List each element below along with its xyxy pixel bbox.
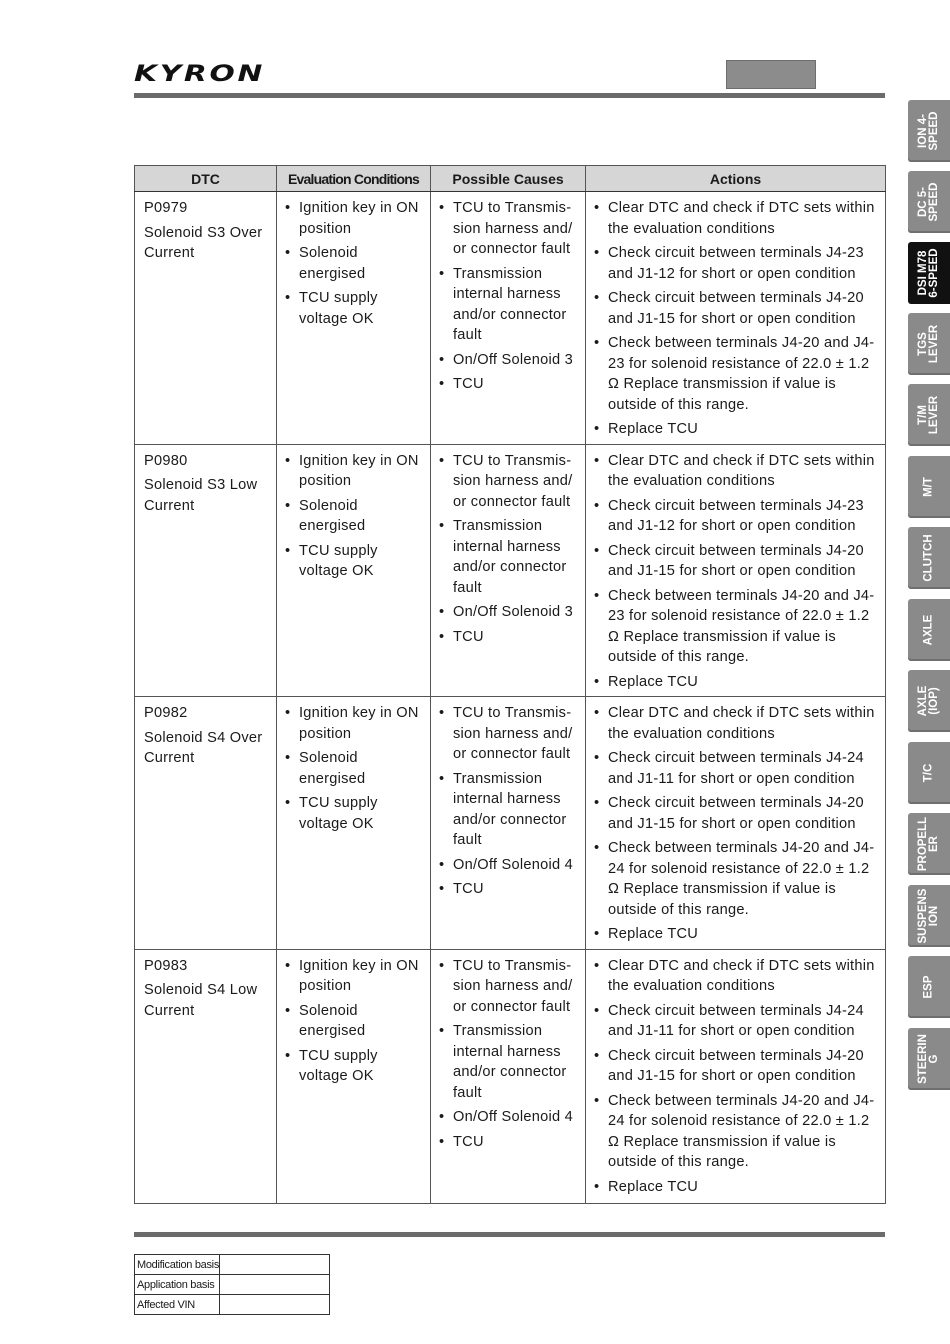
chapter-tab-label: T/C [922,763,935,783]
causes-cell [431,192,586,445]
table-row [135,444,886,697]
dtc-cell [135,192,277,445]
possible-cause: • TCU to Transmis- sion harness and/ or connector fault [439,956,577,1018]
chapter-tab[interactable] [908,813,950,875]
chapter-tab-label: T/M LEVER [917,395,940,435]
evaluation-condition: • Solenoid energised [285,1001,422,1042]
dtc-cell [135,949,277,1203]
possible-cause: • TCU to Transmis- sion harness and/ or connector fault [439,451,577,513]
modification-row [135,1255,330,1275]
evaluation-condition: • Solenoid energised [285,243,422,284]
chapter-tab[interactable] [908,100,950,162]
action-step: • Clear DTC and check if DTC sets within the evaluation conditions [594,956,877,997]
table-row [135,192,886,445]
possible-cause: • TCU to Transmis- sion harness and/ or connector fault [439,703,577,765]
action-step: • Check between terminals J4-20 and J4-24 for solenoid resistance of 22.0 ± 1.2 Ω Replace transmission if value is outside of this range. [594,1091,877,1173]
dtc-cell [135,697,277,950]
dtc-table [134,165,886,1204]
header-rule [134,93,885,98]
actions-list [594,198,877,440]
action-step: • Clear DTC and check if DTC sets within the evaluation conditions [594,198,877,239]
chapter-tab[interactable] [908,171,950,233]
evaluation-condition: • Ignition key in ON position [285,703,422,744]
evaluation-condition: • Ignition key in ON position [285,198,422,239]
kyron-logo: KYRON [134,62,266,87]
conditions-cell [277,697,431,950]
dtc-description: Solenoid S4 Low Current [144,982,258,1019]
table-header-row [135,166,886,192]
evaluation-condition: • TCU supply voltage OK [285,1046,422,1087]
conditions-list [285,198,422,329]
action-step: • Replace TCU [594,1177,877,1198]
conditions-list [285,451,422,582]
action-step: • Clear DTC and check if DTC sets within the evaluation conditions [594,703,877,744]
actions-cell [586,444,886,697]
affected-vin-value [220,1295,330,1315]
causes-list [439,198,577,395]
dtc-description: Solenoid S4 Over Current [144,729,263,766]
chapter-tab-label: TGS LEVER [917,324,940,364]
chapter-tab[interactable] [908,670,950,732]
evaluation-condition: • Ignition key in ON position [285,956,422,997]
chapter-tab[interactable] [908,885,950,947]
actions-list [594,451,877,693]
header-gray-box [726,60,816,89]
action-step: • Check between terminals J4-20 and J4-23 for solenoid resistance of 22.0 ± 1.2 Ω Replace transmission if value is outside of this range. [594,586,877,668]
revision-info-table [134,1254,330,1315]
vin-row [135,1295,330,1315]
action-step: • Check between terminals J4-20 and J4-24 for solenoid resistance of 22.0 ± 1.2 Ω Replace transmission if value is outside of this range. [594,838,877,920]
chapter-tab[interactable] [908,242,950,304]
actions-list [594,703,877,945]
dtc-code: P0979 [144,200,188,216]
table-row [135,697,886,950]
action-step: • Replace TCU [594,672,877,693]
action-step: • Check between terminals J4-20 and J4-23 for solenoid resistance of 22.0 ± 1.2 Ω Replace transmission if value is outside of this range. [594,333,877,415]
evaluation-condition: • TCU supply voltage OK [285,541,422,582]
possible-cause: • On/Off Solenoid 4 [439,855,577,876]
evaluation-condition: • Solenoid energised [285,748,422,789]
chapter-tab-label: STEERIN G [917,1034,940,1084]
possible-cause: • TCU [439,374,577,395]
possible-cause: • TCU [439,1132,577,1153]
actions-cell [586,949,886,1203]
possible-cause: • Transmission internal harness and/or connector fault [439,1021,577,1103]
application-basis-value [220,1275,330,1295]
chapter-tab-label: PROPELL ER [917,816,940,872]
chapter-tab-label: ION 4- SPEED [917,111,940,151]
chapter-tab-label: AXLE (IOP) [917,685,940,717]
causes-cell [431,949,586,1203]
conditions-list [285,703,422,834]
chapter-tab-label: DC 5- SPEED [917,182,940,222]
chapter-tab[interactable] [908,384,950,446]
dtc-code: P0980 [144,452,188,469]
evaluation-condition: • Ignition key in ON position [285,451,422,492]
action-step: • Check circuit between terminals J4-24 and J1-11 for short or open condition [594,1001,877,1042]
action-step: • Check circuit between terminals J4-20 and J1-15 for short or open condition [594,288,877,329]
footer-rule [134,1232,885,1237]
action-step: • Check circuit between terminals J4-23 and J1-12 for short or open condition [594,243,877,284]
table-row [135,949,886,1203]
chapter-tab-label: ESP [922,975,935,999]
possible-cause: • TCU to Transmis- sion harness and/ or connector fault [439,198,577,260]
action-step: • Check circuit between terminals J4-20 and J1-15 for short or open condition [594,541,877,582]
action-step: • Replace TCU [594,419,877,440]
dtc-code: P0983 [144,957,188,974]
dtc-description: Solenoid S3 Over Current [144,224,263,261]
chapter-tab[interactable] [908,956,950,1018]
affected-vin-label: Affected VIN [135,1295,220,1315]
header-actions: Actions [586,166,886,192]
actions-cell [586,697,886,950]
application-basis-label: Application basis [135,1275,220,1295]
possible-cause: • TCU [439,627,577,648]
chapter-tab[interactable] [908,313,950,375]
possible-cause: • Transmission internal harness and/or connector fault [439,264,577,346]
causes-list [439,451,577,648]
action-step: • Check circuit between terminals J4-20 and J1-15 for short or open condition [594,1046,877,1087]
chapter-tab[interactable] [908,1028,950,1090]
chapter-tab[interactable] [908,742,950,804]
chapter-tab[interactable] [908,456,950,518]
chapter-tab-label: M/T [922,477,935,497]
action-step: • Check circuit between terminals J4-20 and J1-15 for short or open condition [594,793,877,834]
causes-list [439,703,577,900]
action-step: • Check circuit between terminals J4-24 and J1-11 for short or open condition [594,748,877,789]
action-step: • Replace TCU [594,924,877,945]
chapter-tab-label: CLUTCH [922,534,935,582]
possible-cause: • Transmission internal harness and/or connector fault [439,769,577,851]
header-possible-causes: Possible Causes [431,166,586,192]
conditions-cell [277,949,431,1203]
header-dtc: DTC [135,166,277,192]
modification-basis-value [220,1255,330,1275]
possible-cause: • On/Off Solenoid 3 [439,602,577,623]
header-evaluation-conditions: Evaluation Conditions [277,166,431,192]
causes-cell [431,697,586,950]
actions-list [594,956,877,1198]
dtc-description: Solenoid S3 Low Current [144,477,258,514]
evaluation-condition: • TCU supply voltage OK [285,288,422,329]
action-step: • Clear DTC and check if DTC sets within the evaluation conditions [594,451,877,492]
actions-cell [586,192,886,445]
dtc-cell [135,444,277,697]
evaluation-condition: • TCU supply voltage OK [285,793,422,834]
possible-cause: • On/Off Solenoid 4 [439,1107,577,1128]
dtc-code: P0982 [144,705,188,721]
action-step: • Check circuit between terminals J4-23 and J1-12 for short or open condition [594,496,877,537]
possible-cause: • TCU [439,879,577,900]
chapter-tab-label: DSI M78 6-SPEED [917,248,940,298]
chapter-tab[interactable] [908,599,950,661]
evaluation-condition: • Solenoid energised [285,496,422,537]
chapter-tab-label: AXLE [922,614,935,646]
conditions-list [285,956,422,1087]
application-row [135,1275,330,1295]
causes-cell [431,444,586,697]
conditions-cell [277,192,431,445]
possible-cause: • On/Off Solenoid 3 [439,350,577,371]
modification-basis-label: Modification basis [135,1255,220,1275]
causes-list [439,956,577,1153]
possible-cause: • Transmission internal harness and/or connector fault [439,516,577,598]
chapter-tab-label: SUSPENS ION [917,888,940,944]
chapter-tab[interactable] [908,527,950,589]
conditions-cell [277,444,431,697]
